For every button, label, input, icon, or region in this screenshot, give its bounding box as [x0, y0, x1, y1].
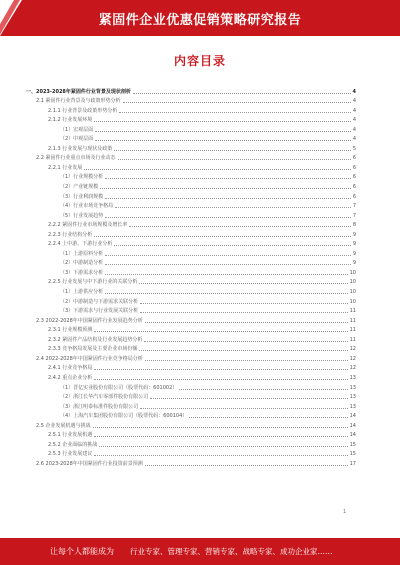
toc-entry[interactable] [26, 171, 356, 181]
toc-entry-page: 4 [352, 98, 356, 105]
toc-entry-title: 2.1.1 行业背景及政策形势分析 [48, 107, 118, 114]
toc-entry-title: （1）行业规模分析 [60, 174, 104, 181]
toc-leader-dots [105, 178, 351, 179]
toc-entry-title: （2）浙江长华汽车零部件股份有限公司 [60, 394, 149, 401]
toc-entry-page: 10 [349, 298, 356, 305]
toc-entry-title: 2.3.2 紧固件产品结构及行业发展趋势分析 [48, 336, 143, 343]
toc-leader-dots [100, 188, 351, 189]
toc-entry[interactable] [26, 247, 356, 257]
toc-leader-dots [94, 236, 351, 237]
toc-entry[interactable] [26, 219, 356, 229]
toc-entry-page: 17 [349, 460, 356, 467]
toc-entry-title: （4）行业市场竞争格局 [60, 203, 114, 210]
toc-leader-dots [114, 245, 350, 246]
toc-entry[interactable] [26, 324, 356, 334]
toc-entry-title: （1）上游供应分析 [60, 289, 104, 296]
toc-entry-page: 13 [349, 403, 356, 410]
toc-leader-dots [133, 93, 351, 94]
toc-leader-dots [140, 312, 347, 313]
toc-leader-dots [105, 217, 351, 218]
report-footer-banner [0, 538, 400, 565]
toc-entry[interactable] [26, 305, 356, 315]
toc-entry-page: 4 [352, 136, 356, 143]
toc-entry-title: （3）浙江明泰标准件股份有限公司 [60, 403, 139, 410]
toc-entry-page: 11 [349, 327, 356, 334]
toc-leader-dots [94, 369, 347, 370]
toc-leader-dots [95, 131, 351, 132]
toc-entry[interactable] [26, 123, 356, 133]
toc-entry-page: 14 [349, 422, 356, 429]
toc-leader-dots [94, 436, 347, 437]
toc-entry[interactable] [26, 400, 356, 410]
toc-entry-title: （3）下游需求与行业发展关联分析 [60, 308, 139, 315]
toc-leader-dots [139, 350, 347, 351]
toc-entry-page: 13 [349, 374, 356, 381]
toc-entry-page: 4 [352, 88, 356, 95]
toc-leader-dots [105, 198, 351, 199]
toc-entry-page: 11 [349, 336, 356, 343]
toc-leader-dots [139, 283, 347, 284]
toc-entry[interactable] [26, 228, 356, 238]
toc-entry[interactable] [26, 85, 356, 95]
toc-entry-title: 2.2.5 行业发展与中下游行业的关联分析 [48, 279, 138, 286]
toc-entry[interactable] [26, 410, 356, 420]
toc-leader-dots [145, 465, 348, 466]
toc-entry[interactable] [26, 381, 356, 391]
toc-entry-title: 2.3.3 竞争格局发展及主要企业市场份额 [48, 346, 138, 353]
toc-entry-title: 2.6 2023-2028年中国紧固件行业投资前景预测 [36, 460, 143, 467]
page-number: 1 [343, 509, 347, 515]
toc-entry-title: 2.4.1 行业竞争格局 [48, 365, 93, 372]
toc-entry[interactable] [26, 314, 356, 324]
toc-entry[interactable] [26, 333, 356, 343]
toc-entry-page: 6 [352, 184, 356, 191]
toc-entry[interactable] [26, 95, 356, 105]
toc-entry-page: 9 [352, 241, 356, 248]
toc-entry-page: 13 [349, 384, 356, 391]
toc-entry[interactable] [26, 161, 356, 171]
toc-entry-title: （3）下游需求分析 [60, 269, 104, 276]
toc-entry[interactable] [26, 457, 356, 467]
toc-entry[interactable] [26, 285, 356, 295]
toc-entry-title: 2.5.1 行业发展机遇 [48, 432, 93, 439]
toc-leader-dots [105, 264, 351, 265]
toc-entry-title: 2.3 2022-2028年中国紧固件行业发展趋势分析 [36, 317, 143, 324]
toc-leader-dots [95, 140, 351, 141]
toc-leader-dots [84, 169, 351, 170]
toc-entry-page: 11 [349, 308, 356, 315]
toc-entry-page: 14 [349, 413, 356, 420]
toc-leader-dots [115, 207, 351, 208]
report-header-banner [0, 0, 400, 36]
toc-entry-page: 4 [352, 117, 356, 124]
toc-entry-title: 2.1.2 行业发展环境 [48, 117, 93, 124]
toc-entry[interactable] [26, 438, 356, 448]
toc-entry-page: 5 [352, 145, 356, 152]
toc-leader-dots [114, 150, 350, 151]
toc-leader-dots [129, 226, 350, 227]
toc-entry-page: 15 [349, 441, 356, 448]
toc-entry-title: （1）上游原料分析 [60, 250, 104, 257]
toc-leader-dots [105, 255, 351, 256]
toc-entry-page: 13 [349, 394, 356, 401]
toc-entry-page: 12 [349, 355, 356, 362]
toc-entry-title: 2.4 2022-2028年中国紧固件行业竞争格局分析 [36, 355, 143, 362]
toc-leader-dots [105, 274, 347, 275]
toc-entry[interactable] [26, 114, 356, 124]
toc-heading: 内容目录 [173, 54, 226, 68]
toc-entry-title: 2.3.1 行业规模预测 [48, 327, 93, 334]
toc-entry-page: 12 [349, 365, 356, 372]
toc-entry-title: （1）宏观层面 [60, 126, 94, 133]
toc-leader-dots [93, 427, 348, 428]
toc-entry[interactable] [26, 343, 356, 353]
table-of-contents [26, 85, 356, 467]
toc-entry[interactable] [26, 152, 356, 162]
toc-entry-title: 2.5 企业发展机遇与挑战 [36, 422, 91, 429]
toc-entry-page: 7 [352, 203, 356, 210]
toc-entry-page: 11 [349, 317, 356, 324]
footer-slogan-lead: 让每个人都能成为 [50, 547, 114, 556]
toc-entry-page: 8 [352, 222, 356, 229]
toc-entry-page: 9 [352, 250, 356, 257]
toc-entry-title: （1）晋亿实业股份有限公司（股票代码：601002） [60, 384, 178, 391]
toc-entry[interactable] [26, 362, 356, 372]
toc-entry-page: 6 [352, 193, 356, 200]
toc-leader-dots [94, 331, 347, 332]
toc-entry-title: 2.5.2 企业面临的挑战 [48, 441, 98, 448]
toc-entry-title: 2.5.3 行业发展建议 [48, 451, 93, 458]
toc-entry-title: 2.4.2 重点企业分析 [48, 374, 93, 381]
toc-entry-title: （2）中观层面 [60, 136, 94, 143]
toc-entry[interactable] [26, 429, 356, 439]
toc-leader-dots [118, 159, 351, 160]
toc-entry-title: （5）行业发展趋势 [60, 212, 104, 219]
toc-entry[interactable] [26, 371, 356, 381]
toc-entry-title: 2.2.2 紧固件行业市场规模及增长率 [48, 222, 128, 229]
toc-leader-dots [119, 112, 350, 113]
toc-entry-title: （3）行业利润规模 [60, 193, 104, 200]
toc-entry-title: 2.1.3 行业发展与现状及政策 [48, 145, 113, 152]
toc-leader-dots [145, 322, 348, 323]
toc-leader-dots [145, 360, 348, 361]
toc-entry-page: 9 [352, 231, 356, 238]
toc-entry-page: 4 [352, 107, 356, 114]
toc-leader-dots [140, 303, 347, 304]
toc-entry[interactable] [26, 266, 356, 276]
toc-entry-title: （2）中游制造分析 [60, 260, 104, 267]
toc-leader-dots [94, 455, 347, 456]
toc-entry-page: 9 [352, 260, 356, 267]
toc-entry-page: 6 [352, 155, 356, 162]
toc-entry[interactable] [26, 104, 356, 114]
toc-entry[interactable] [26, 209, 356, 219]
toc-entry-title: （4）上海汽车集团股份有限公司（股票代码：600104） [60, 413, 188, 420]
toc-entry[interactable] [26, 238, 356, 248]
toc-entry[interactable] [26, 295, 356, 305]
toc-entry[interactable] [26, 276, 356, 286]
toc-leader-dots [123, 102, 351, 103]
toc-leader-dots [99, 446, 347, 447]
footer-slogan-tail: 行业专家、管理专家、营销专家、战略专家、成功企业家…… [130, 547, 333, 556]
toc-entry-title: 2.2.3 行业结构分析 [48, 231, 93, 238]
toc-entry-page: 4 [352, 126, 356, 133]
toc-entry[interactable] [26, 391, 356, 401]
toc-leader-dots [150, 398, 347, 399]
toc-leader-dots [94, 379, 347, 380]
report-title: 紧固件企业优惠促销策略研究报告 [98, 13, 302, 28]
toc-entry-page: 14 [349, 432, 356, 439]
toc-entry-title: 2.2.4 上中游、下游行业分析 [48, 241, 113, 248]
toc-entry[interactable] [26, 448, 356, 458]
toc-entry-title: 一、2023-2028年紧固件行业背景及现状剖析 [26, 88, 131, 95]
toc-entry-page: 10 [349, 289, 356, 296]
toc-entry[interactable] [26, 200, 356, 210]
toc-leader-dots [94, 121, 351, 122]
toc-entry-page: 6 [352, 174, 356, 181]
toc-entry-page: 6 [352, 164, 356, 171]
toc-entry[interactable] [26, 352, 356, 362]
toc-leader-dots [189, 417, 347, 418]
toc-entry-title: 2.2 紧固件行业重点市场及行业动态 [36, 155, 116, 162]
toc-leader-dots [144, 341, 347, 342]
toc-entry[interactable] [26, 190, 356, 200]
toc-entry[interactable] [26, 133, 356, 143]
toc-leader-dots [105, 293, 347, 294]
toc-entry-title: 2.2.1 行业发展 [48, 164, 83, 171]
toc-entry[interactable] [26, 419, 356, 429]
toc-entry-page: 10 [349, 279, 356, 286]
toc-entry[interactable] [26, 180, 356, 190]
toc-entry-title: （2）产业链规模 [60, 184, 99, 191]
toc-leader-dots [140, 408, 347, 409]
toc-entry[interactable] [26, 257, 356, 267]
toc-entry-title: 2.1 紧固件行业背景及与政策形势分析 [36, 98, 121, 105]
toc-leader-dots [179, 389, 347, 390]
toc-entry-page: 7 [352, 212, 356, 219]
toc-entry-page: 12 [349, 346, 356, 353]
toc-entry[interactable] [26, 142, 356, 152]
toc-entry-page: 10 [349, 269, 356, 276]
toc-entry-title: （2）中游制造与下游需求关联分析 [60, 298, 139, 305]
toc-entry-page: 15 [349, 451, 356, 458]
